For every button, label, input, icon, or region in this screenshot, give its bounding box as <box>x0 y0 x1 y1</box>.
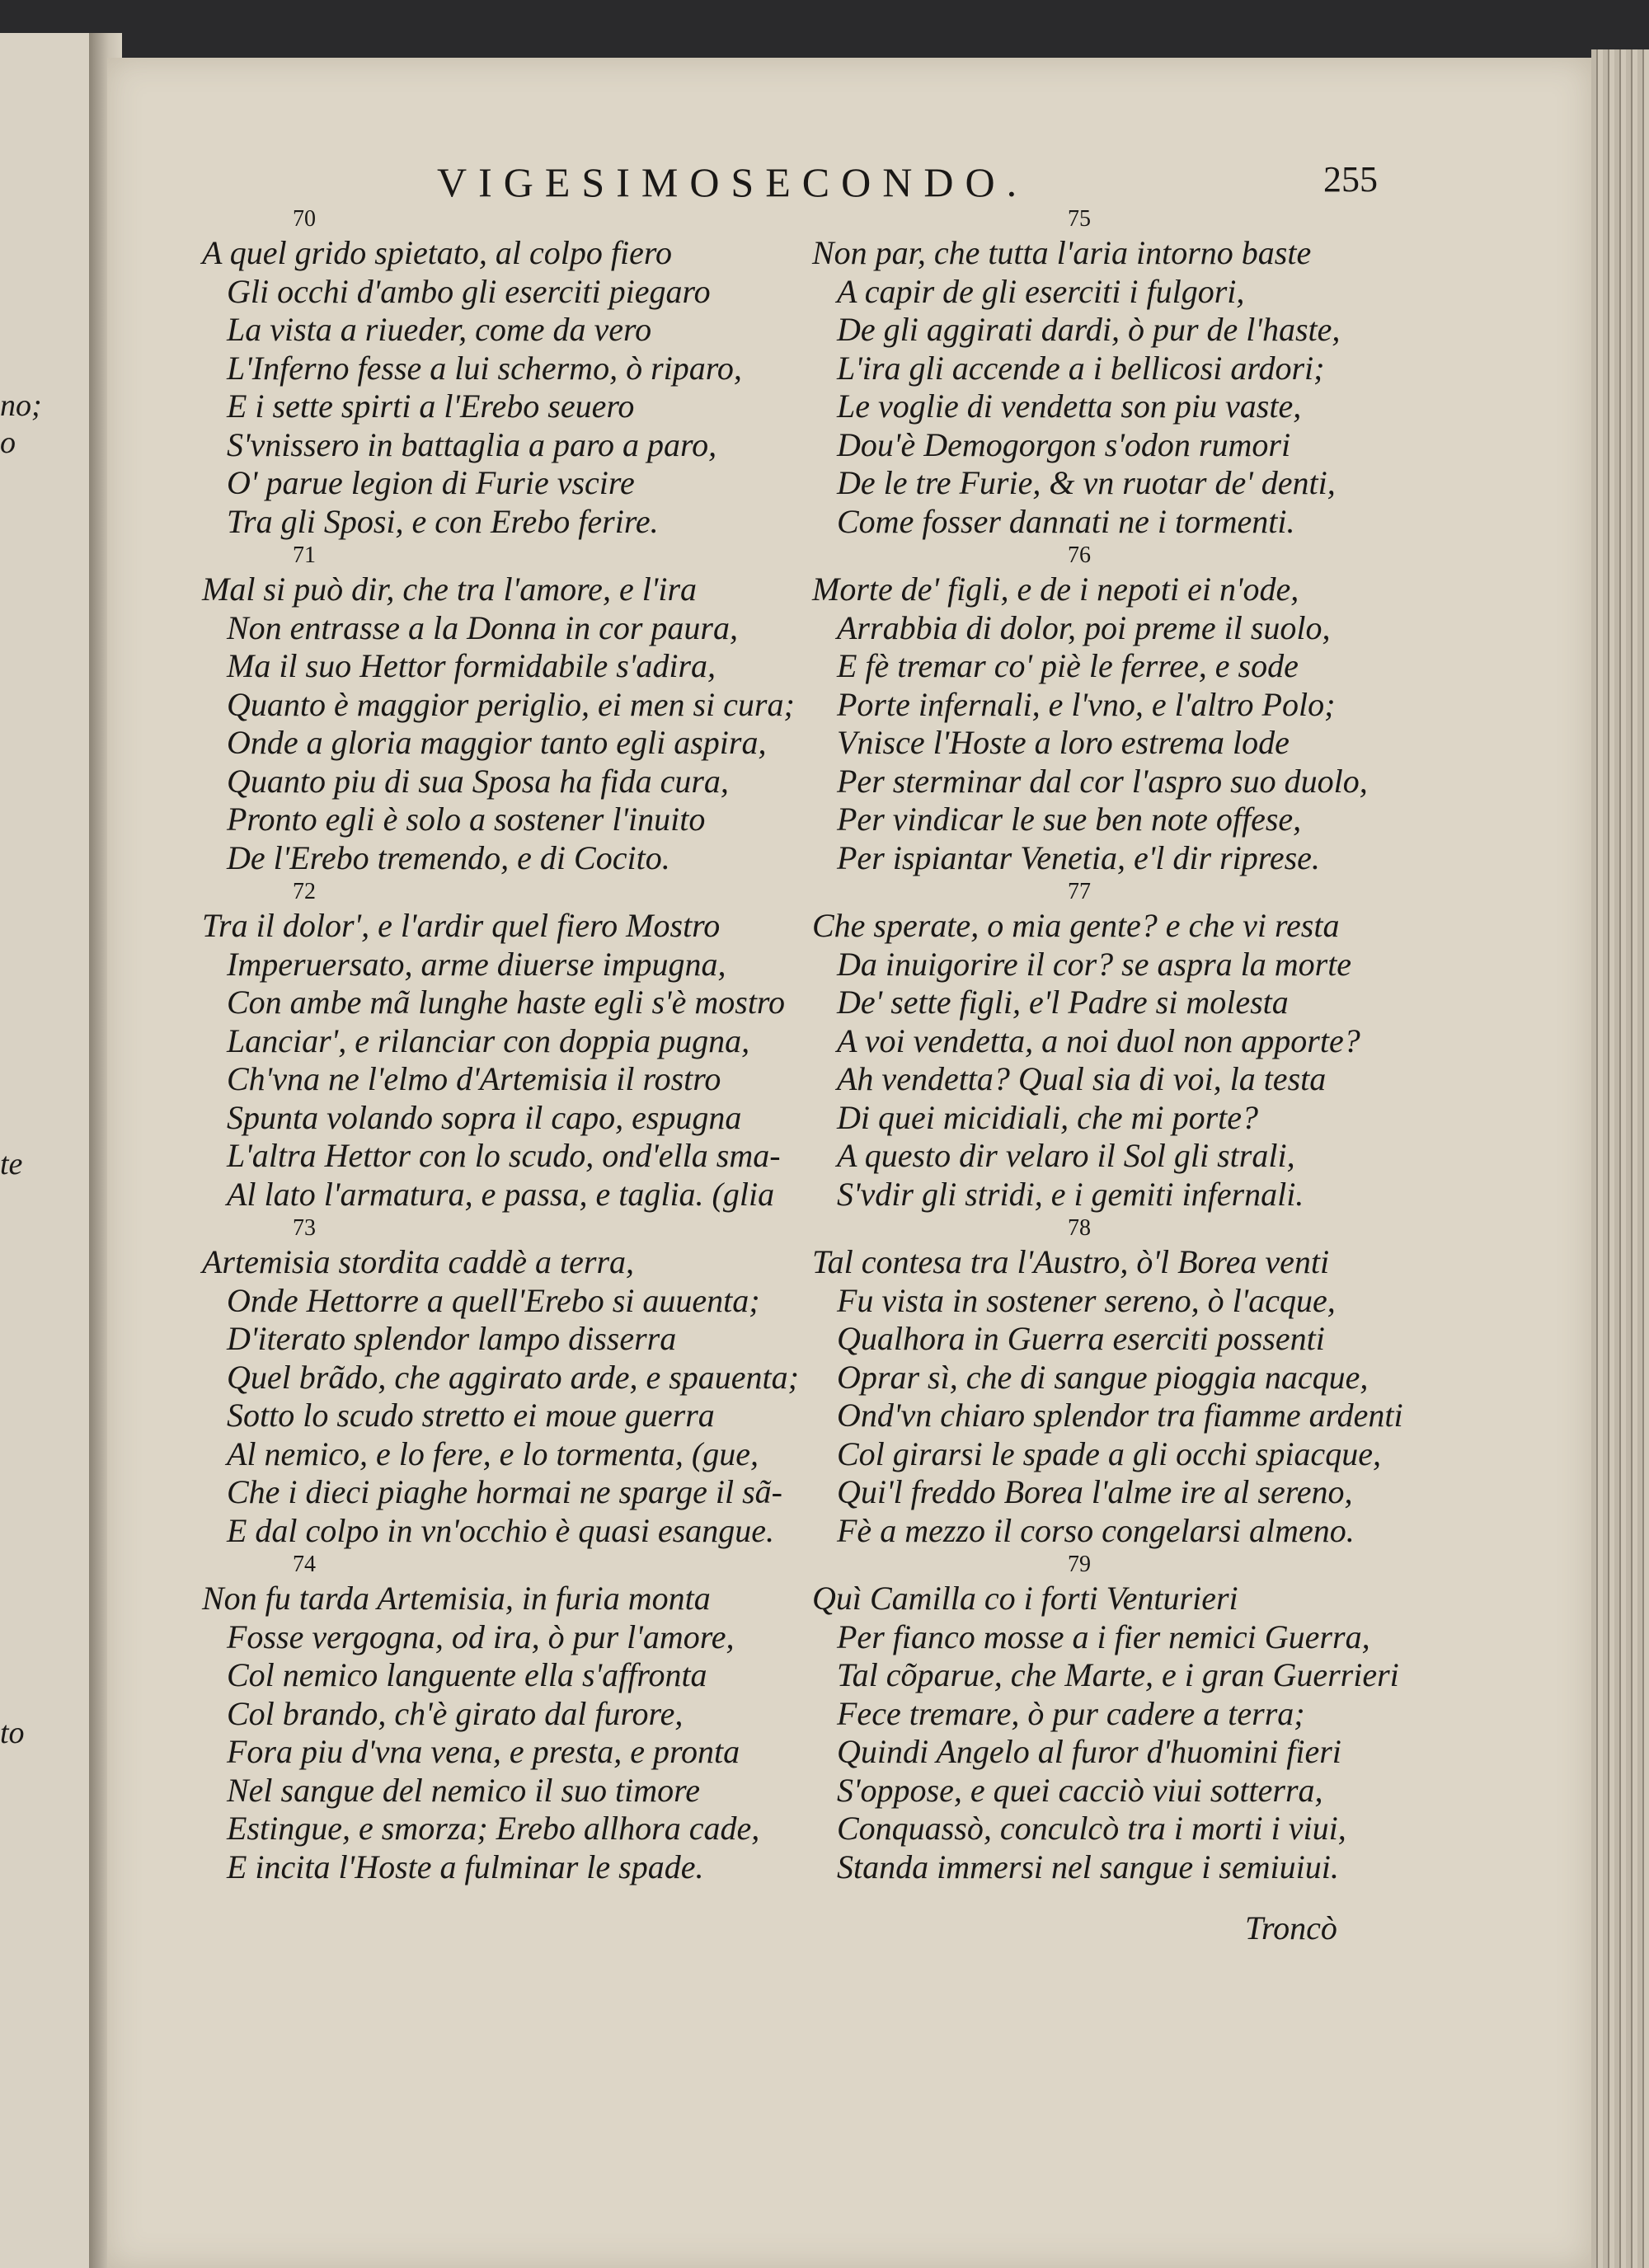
stanza <box>202 1550 829 1886</box>
page-number: 255 <box>1323 159 1378 200</box>
left-margin-fragment: to <box>0 1716 25 1750</box>
verse-line: La vista a riueder, come da vero <box>227 311 652 348</box>
page-edges <box>1591 49 1649 2268</box>
stanza <box>812 877 1439 1214</box>
verse-line: Quel brãdo, che aggirato arde, e spauenta; <box>227 1358 799 1396</box>
verse-line: Oprar sì, che di sangue pioggia nacque, <box>837 1358 1369 1396</box>
verse-line: Ch'vna ne l'elmo d'Artemisia il rostro <box>227 1060 721 1097</box>
verse-line: A voi vendetta, a noi duol non apporte? <box>837 1021 1360 1059</box>
catchword: Troncò <box>1245 1909 1337 1946</box>
verse-line: Porte infernali, e l'vno, e l'altro Polo; <box>837 685 1336 723</box>
verse-line: Col girarsi le spade a gli occhi spiacque, <box>837 1435 1381 1472</box>
verse-line: De l'Erebo tremendo, e di Cocito. <box>227 838 670 876</box>
verse-line: Gli occhi d'ambo gli eserciti piegaro <box>227 272 711 310</box>
stanza-number: 70 <box>293 206 316 232</box>
verse-line: Artemisia stordita caddè a terra, <box>202 1243 635 1280</box>
verse-line: Nel sangue del nemico il suo timore <box>227 1771 700 1809</box>
verse-line: S'vnissero in battaglia a paro a paro, <box>227 425 717 463</box>
stanza-number: 77 <box>1068 879 1091 904</box>
verse-line: Che i dieci piaghe hormai ne sparge il sã- <box>227 1473 782 1510</box>
verse-line: S'vdir gli stridi, e i gemiti infernali. <box>837 1175 1304 1213</box>
verse-line: Fosse vergogna, od ira, ò pur l'amore, <box>227 1618 735 1655</box>
verse-line: Tal cõparue, che Marte, e i gran Guerrieri <box>837 1656 1399 1693</box>
right-column <box>812 204 1439 1886</box>
verse-line: Estingue, e smorza; Erebo allhora cade, <box>227 1810 760 1847</box>
verse-line: Fora piu d'vna vena, e presta, e pronta <box>227 1733 740 1770</box>
verse-line: E dal colpo in vn'occhio è quasi esangue. <box>227 1511 774 1549</box>
verse-line: E incita l'Hoste a fulminar le spade. <box>227 1848 704 1885</box>
verse-line: Fè a mezzo il corso congelarsi almeno. <box>837 1511 1355 1549</box>
verse-line: Da inuigorire il cor? se aspra la morte <box>837 945 1352 983</box>
verse-line: Col brando, ch'è girato dal furore, <box>227 1694 684 1732</box>
verse-line: Che sperate, o mia gente? e che vi resta <box>812 907 1340 944</box>
stanza-number: 74 <box>293 1552 316 1577</box>
verse-line: De gli aggirati dardi, ò pur de l'haste, <box>837 311 1341 348</box>
verse-line: Dou'è Demogorgon s'odon rumori <box>837 425 1291 463</box>
verse-line: Al lato l'armatura, e passa, e taglia. (glia <box>227 1175 775 1213</box>
left-margin-fragment: o <box>0 425 16 460</box>
stanza-number: 76 <box>1068 542 1091 568</box>
stanza-number: 71 <box>293 542 316 568</box>
verse-line: Per ispiantar Venetia, e'l dir riprese. <box>837 838 1320 876</box>
verse-line: De le tre Furie, & vn ruotar de' denti, <box>837 464 1336 501</box>
verse-line: Di quei micidiali, che mi porte? <box>837 1098 1259 1136</box>
running-head: VIGESIMOSECONDO. <box>437 159 1029 205</box>
verse-line: E fè tremar co' piè le ferree, e sode <box>837 647 1299 684</box>
verse-line: Pronto egli è solo a sostener l'inuito <box>227 801 706 838</box>
stanza <box>812 541 1439 877</box>
verse-line: Per fianco mosse a i fier nemici Guerra, <box>837 1618 1370 1655</box>
verse-line: A capir de gli eserciti i fulgori, <box>837 272 1245 310</box>
verse-line: Imperuersato, arme diuerse impugna, <box>227 945 726 983</box>
verse-line: Non entrasse a la Donna in cor paura, <box>227 608 738 646</box>
verse-line: Col nemico languente ella s'affronta <box>227 1656 707 1693</box>
verse-line: Fu vista in sostener sereno, ò l'acque, <box>837 1281 1336 1319</box>
verse-line: Al nemico, e lo fere, e lo tormenta, (gue, <box>227 1435 759 1472</box>
left-column <box>202 204 829 1886</box>
verse-line: Non fu tarda Artemisia, in furia monta <box>202 1580 711 1617</box>
verse-line: L'Inferno fesse a lui schermo, ò riparo, <box>227 349 742 387</box>
verse-line: D'iterato splendor lampo disserra <box>227 1320 677 1357</box>
stanza-number: 78 <box>1068 1215 1091 1241</box>
stanza-number: 73 <box>293 1215 316 1241</box>
verse-line: Per vindicar le sue ben note offese, <box>837 801 1302 838</box>
stanza-number: 79 <box>1068 1552 1091 1577</box>
verse-line: Fece tremare, ò pur cadere a terra; <box>837 1694 1305 1732</box>
verse-line: Onde Hettorre a quell'Erebo si auuenta; <box>227 1281 760 1319</box>
stanza <box>202 1214 829 1550</box>
verse-line: Tra gli Sposi, e con Erebo ferire. <box>227 502 659 540</box>
stanza <box>812 204 1439 541</box>
verse-line: Spunta volando sopra il capo, espugna <box>227 1098 742 1136</box>
verse-line: S'oppose, e quei cacciò viui sotterra, <box>837 1771 1323 1809</box>
verse-line: Tra il dolor', e l'ardir quel fiero Mostro <box>202 907 721 944</box>
verse-line: Ond'vn chiaro splendor tra fiamme ardenti <box>837 1397 1403 1434</box>
stanza <box>202 877 829 1214</box>
verse-line: Lanciar', e rilanciar con doppia pugna, <box>227 1021 750 1059</box>
verse-line: Standa immersi nel sangue i semiuiui. <box>837 1848 1339 1885</box>
verse-line: Per sterminar dal cor l'aspro suo duolo, <box>837 762 1368 800</box>
verse-line: L'altra Hettor con lo scudo, ond'ella sma- <box>227 1137 781 1174</box>
verse-line: Tal contesa tra l'Austro, ò'l Borea venti <box>812 1243 1330 1280</box>
verse-line: Le voglie di vendetta son piu vaste, <box>837 387 1302 425</box>
verse-line: Conquassò, conculcò tra i morti i viui, <box>837 1810 1346 1847</box>
left-margin-fragment: te <box>0 1147 23 1181</box>
verse-line: Non par, che tutta l'aria intorno baste <box>812 234 1312 271</box>
left-margin-fragment: no; <box>0 388 42 423</box>
verse-line: Con ambe mã lunghe haste egli s'è mostro <box>227 984 786 1021</box>
stanza <box>812 1214 1439 1550</box>
stanza-number: 72 <box>293 879 316 904</box>
verse-line: Quì Camilla co i forti Venturieri <box>812 1580 1238 1617</box>
verse-line: Qui'l freddo Borea l'alme ire al sereno, <box>837 1473 1353 1510</box>
verse-line: L'ira gli accende a i bellicosi ardori; <box>837 349 1325 387</box>
stanza <box>202 204 829 541</box>
verse-line: De' sette figli, e'l Padre si molesta <box>837 984 1289 1021</box>
verse-line: A quel grido spietato, al colpo fiero <box>202 234 672 271</box>
verse-line: Ah vendetta? Qual sia di voi, la testa <box>837 1060 1327 1097</box>
verse-line: Quanto è maggior periglio, ei men si cura; <box>227 685 795 723</box>
verse-line: Arrabbia di dolor, poi preme il suolo, <box>837 608 1331 646</box>
verse-line: A questo dir velaro il Sol gli strali, <box>837 1137 1295 1174</box>
verse-line: Onde a gloria maggior tanto egli aspira, <box>227 724 767 761</box>
verse-line: Qualhora in Guerra eserciti possenti <box>837 1320 1325 1357</box>
verse-line: E i sette spirti a l'Erebo seuero <box>227 387 635 425</box>
verse-line: O' parue legion di Furie vscire <box>227 464 635 501</box>
verse-line: Quanto piu di sua Sposa ha fida cura, <box>227 762 729 800</box>
stanza <box>812 1550 1439 1886</box>
verse-line: Ma il suo Hettor formidabile s'adira, <box>227 647 716 684</box>
verse-line: Sotto lo scudo stretto ei moue guerra <box>227 1397 715 1434</box>
verse-line: Morte de' figli, e de i nepoti ei n'ode, <box>812 571 1299 608</box>
verse-line: Mal si può dir, che tra l'amore, e l'ira <box>202 571 698 608</box>
verse-line: Vnisce l'Hoste a loro estrema lode <box>837 724 1290 761</box>
verse-line: Quindi Angelo al furor d'huomini fieri <box>837 1733 1341 1770</box>
stanza <box>202 541 829 877</box>
stanza-number: 75 <box>1068 206 1091 232</box>
verse-line: Come fosser dannati ne i tormenti. <box>837 502 1295 540</box>
